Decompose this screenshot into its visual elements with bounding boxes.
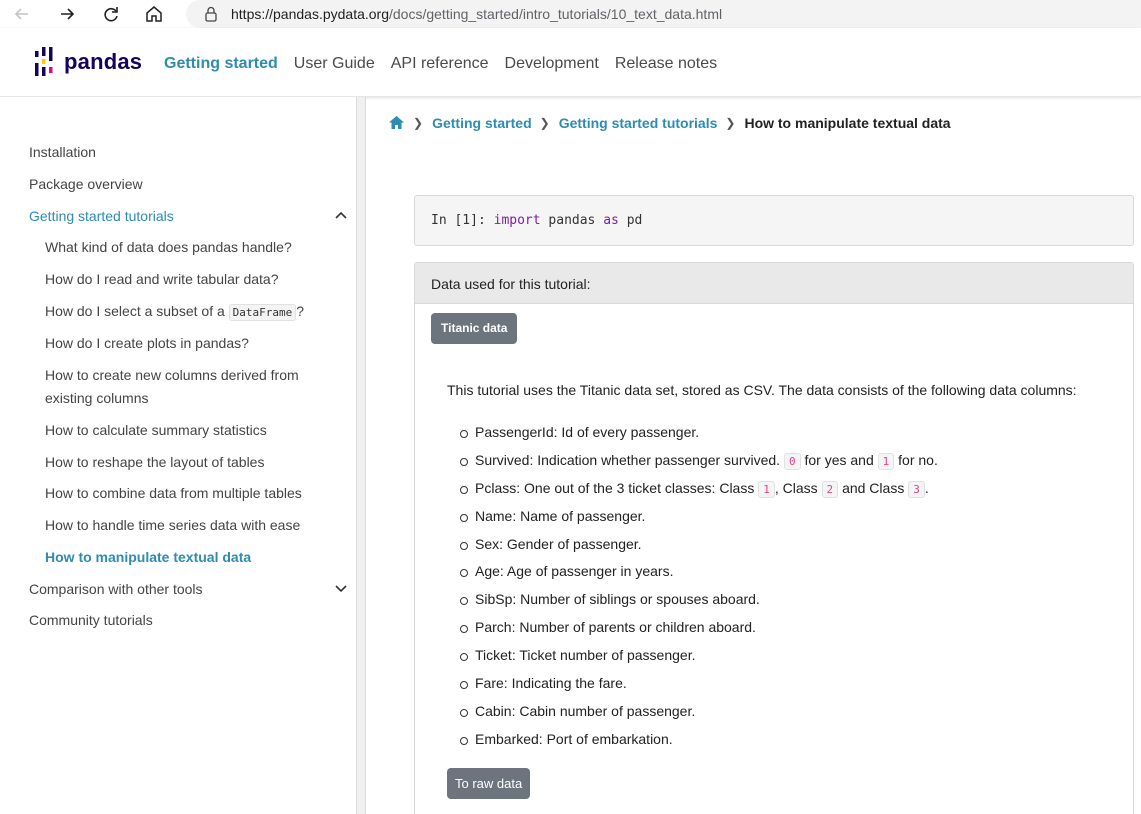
sidebar-item-plots[interactable]: How do I create plots in pandas?: [45, 335, 249, 351]
site-header: [0, 28, 1141, 97]
back-button[interactable]: [10, 2, 34, 26]
chevron-right-icon: ❯: [413, 115, 424, 130]
card-header[interactable]: Data used for this tutorial:: [415, 263, 1133, 304]
inline-code: DataFrame: [229, 304, 297, 321]
inline-code: 1: [758, 481, 775, 498]
list-item: [447, 563, 938, 591]
sidebar-item-summary-statistics[interactable]: How to calculate summary statistics: [45, 422, 267, 438]
list-item-text: Age: Age of passenger in years.: [475, 563, 674, 580]
sidebar-item-community-tutorials[interactable]: Community tutorials: [29, 612, 153, 628]
tutorial-data-card: [414, 262, 1134, 814]
url-path: /docs/getting_started/intro_tutorials/10_text_data.html: [389, 6, 723, 22]
list-item: [447, 731, 938, 759]
sidebar-item-comparison[interactable]: Comparison with other tools: [29, 581, 203, 597]
list-item-text: Survived: Indication whether passenger survived.: [475, 451, 781, 468]
forward-button[interactable]: [55, 2, 79, 26]
chevron-up-icon[interactable]: [334, 208, 348, 222]
sidebar-item-new-columns-line2[interactable]: existing columns: [45, 390, 149, 406]
nav-user-guide[interactable]: User Guide: [293, 55, 375, 72]
sidebar: [0, 97, 356, 814]
sidebar-item-package-overview[interactable]: Package overview: [29, 176, 143, 192]
list-item: [447, 591, 938, 619]
sidebar-item-time-series[interactable]: How to handle time series data with ease: [45, 517, 301, 533]
list-item-text: Fare: Indicating the fare.: [475, 675, 627, 692]
pandas-logo-icon: [34, 46, 56, 78]
arrow-right-icon: [57, 4, 77, 24]
sidebar-item-textual-data[interactable]: How to manipulate textual data: [45, 549, 252, 565]
list-item: [447, 619, 938, 647]
home-icon: [144, 4, 164, 24]
list-item-text: .: [924, 479, 929, 496]
sidebar-item-installation[interactable]: Installation: [29, 144, 96, 160]
sidebar-item-read-write[interactable]: How do I read and write tabular data?: [45, 271, 279, 287]
list-item: [447, 536, 938, 564]
breadcrumb-tutorials[interactable]: Getting started tutorials: [558, 114, 718, 131]
sidebar-item-combine[interactable]: How to combine data from multiple tables: [45, 485, 302, 501]
url-text: [231, 6, 722, 22]
data-columns-list: [447, 424, 938, 759]
list-item-text: Pclass: One out of the 3 ticket classes: Class: [475, 479, 755, 496]
arrow-left-icon: [12, 4, 32, 24]
sidebar-item-label: How do I select a subset of a: [45, 303, 225, 319]
sidebar-item-data-types[interactable]: What kind of data does pandas handle?: [45, 239, 292, 255]
breadcrumb-getting-started[interactable]: Getting started: [432, 114, 532, 131]
refresh-icon: [101, 4, 121, 24]
inline-code: 2: [822, 481, 839, 498]
list-item: [447, 480, 938, 508]
url-host: https://pandas.pydata.org: [231, 6, 389, 22]
list-item-text: for yes and: [804, 451, 874, 468]
chevron-right-icon: ❯: [539, 115, 550, 130]
code-prompt: In [1]:: [431, 213, 486, 228]
breadcrumb-current: How to manipulate textual data: [744, 114, 951, 131]
top-navigation: [164, 55, 733, 73]
chevron-right-icon: ❯: [725, 115, 736, 130]
titanic-data-button[interactable]: Titanic data: [431, 313, 517, 344]
code-keyword-as: as: [603, 213, 619, 228]
nav-getting-started[interactable]: Getting started: [164, 55, 278, 72]
list-item-text: Name: Name of passenger.: [475, 507, 646, 524]
refresh-button[interactable]: [99, 2, 123, 26]
nav-development[interactable]: Development: [504, 55, 599, 72]
pandas-logo[interactable]: [34, 46, 142, 78]
code-alias: pd: [626, 213, 643, 228]
list-item: [447, 703, 938, 731]
list-item-text: , Class: [774, 479, 818, 496]
logo-text: pandas: [64, 49, 143, 74]
sidebar-item-new-columns[interactable]: How to create new columns derived from: [45, 367, 299, 383]
inline-code: 1: [878, 453, 895, 470]
nav-release-notes[interactable]: Release notes: [614, 55, 718, 72]
list-item-text: PassengerId: Id of every passenger.: [475, 424, 700, 440]
list-item-text: for no.: [898, 451, 938, 468]
list-item: [447, 508, 938, 536]
list-item-text: Cabin: Cabin number of passenger.: [475, 702, 696, 719]
list-item-text: SibSp: Number of siblings or spouses aboard.: [475, 591, 760, 608]
list-item: [447, 675, 938, 703]
sidebar-item-suffix: ?: [296, 303, 305, 319]
sidebar-item-select-subset[interactable]: [45, 303, 304, 319]
nav-api-reference[interactable]: API reference: [390, 55, 489, 72]
home-icon[interactable]: [388, 114, 405, 131]
sidebar-item-reshape[interactable]: How to reshape the layout of tables: [45, 454, 265, 470]
list-item-text: Embarked: Port of embarkation.: [475, 730, 673, 747]
address-bar[interactable]: [186, 0, 1141, 28]
inline-code: 0: [784, 453, 801, 470]
list-item-text: Sex: Gender of passenger.: [475, 535, 642, 552]
sidebar-item-getting-started-tutorials[interactable]: Getting started tutorials: [29, 208, 174, 224]
breadcrumb: [388, 114, 951, 131]
list-item-text: Parch: Number of parents or children aboard.: [475, 619, 756, 636]
sidebar-scrollbar[interactable]: [356, 97, 366, 814]
list-item-text: Ticket: Ticket number of passenger.: [475, 647, 696, 664]
to-raw-data-button[interactable]: To raw data: [447, 768, 530, 799]
browser-toolbar: [0, 0, 1141, 28]
home-button[interactable]: [142, 2, 166, 26]
code-keyword-import: import: [493, 213, 541, 228]
intro-text: This tutorial uses the Titanic data set, stored as CSV. The data consists of the following data columns:: [447, 382, 1077, 398]
list-item: [447, 452, 938, 480]
lock-icon: [202, 5, 220, 23]
code-module: pandas: [548, 213, 596, 228]
inline-code: 3: [908, 481, 925, 498]
list-item-text: and Class: [842, 479, 905, 496]
list-item: [447, 647, 938, 675]
code-cell: [414, 195, 1134, 246]
chevron-down-icon[interactable]: [334, 581, 348, 595]
list-item: [447, 424, 938, 452]
